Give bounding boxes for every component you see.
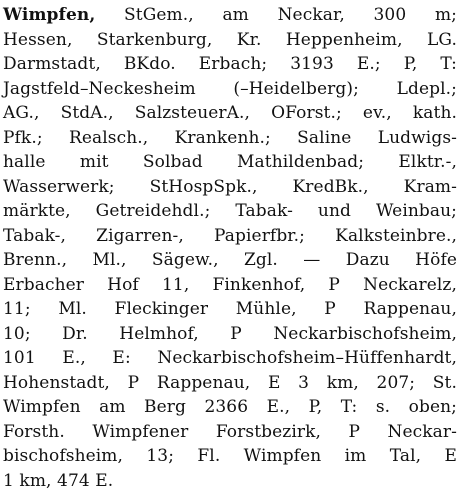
entry-line-19: bischofsheim, 13; Fl. Wimpfen im Tal, E [3,444,457,469]
entry-line-5: AG., StdA., SalzsteuerA., OForst.; ev., kath. [3,101,457,126]
entry-line-1-text: StGem., am Neckar, 300 m; [95,5,457,25]
entry-line-4: Jagstfeld–Neckesheim (–Heidelberg); Ldepl.; [3,77,457,102]
entry-line-3: Darmstadt, BKdo. Erbach; 3193 E.; P, T: [3,52,457,77]
entry-line-14: 10; Dr. Helmhof, P Neckarbischofsheim, [3,322,457,347]
gazetteer-entry [3,3,457,493]
entry-line-18: Forsth. Wimpfener Forstbezirk, P Neckar- [3,420,457,445]
entry-line-9: märkte, Getreidehdl.; Tabak- und Weinbau; [3,199,457,224]
entry-line-1 [3,3,457,28]
entry-line-11: Brenn., Ml., Sägew., Zgl. — Dazu Höfe [3,248,457,273]
entry-headword: Wimpfen, [3,5,95,25]
entry-line-20: 1 km, 474 E. [3,469,457,493]
entry-line-2: Hessen, Starkenburg, Kr. Heppenheim, LG. [3,28,457,53]
entry-line-13: 11; Ml. Fleckinger Mühle, P Rappenau, [3,297,457,322]
entry-line-6: Pfk.; Realsch., Krankenh.; Saline Ludwigs- [3,126,457,151]
entry-line-17: Wimpfen am Berg 2366 E., P, T: s. oben; [3,395,457,420]
entry-line-12: Erbacher Hof 11, Finkenhof, P Neckarelz, [3,273,457,298]
entry-line-15: 101 E., E: Neckarbischofsheim–Hüffenhardt, [3,346,457,371]
entry-line-8: Wasserwerk; StHospSpk., KredBk., Kram- [3,175,457,200]
entry-line-16: Hohenstadt, P Rappenau, E 3 km, 207; St. [3,371,457,396]
entry-line-7: halle mit Solbad Mathildenbad; Elktr.-, [3,150,457,175]
entry-line-10: Tabak-, Zigarren-, Papierfbr.; Kalksteinbre., [3,224,457,249]
